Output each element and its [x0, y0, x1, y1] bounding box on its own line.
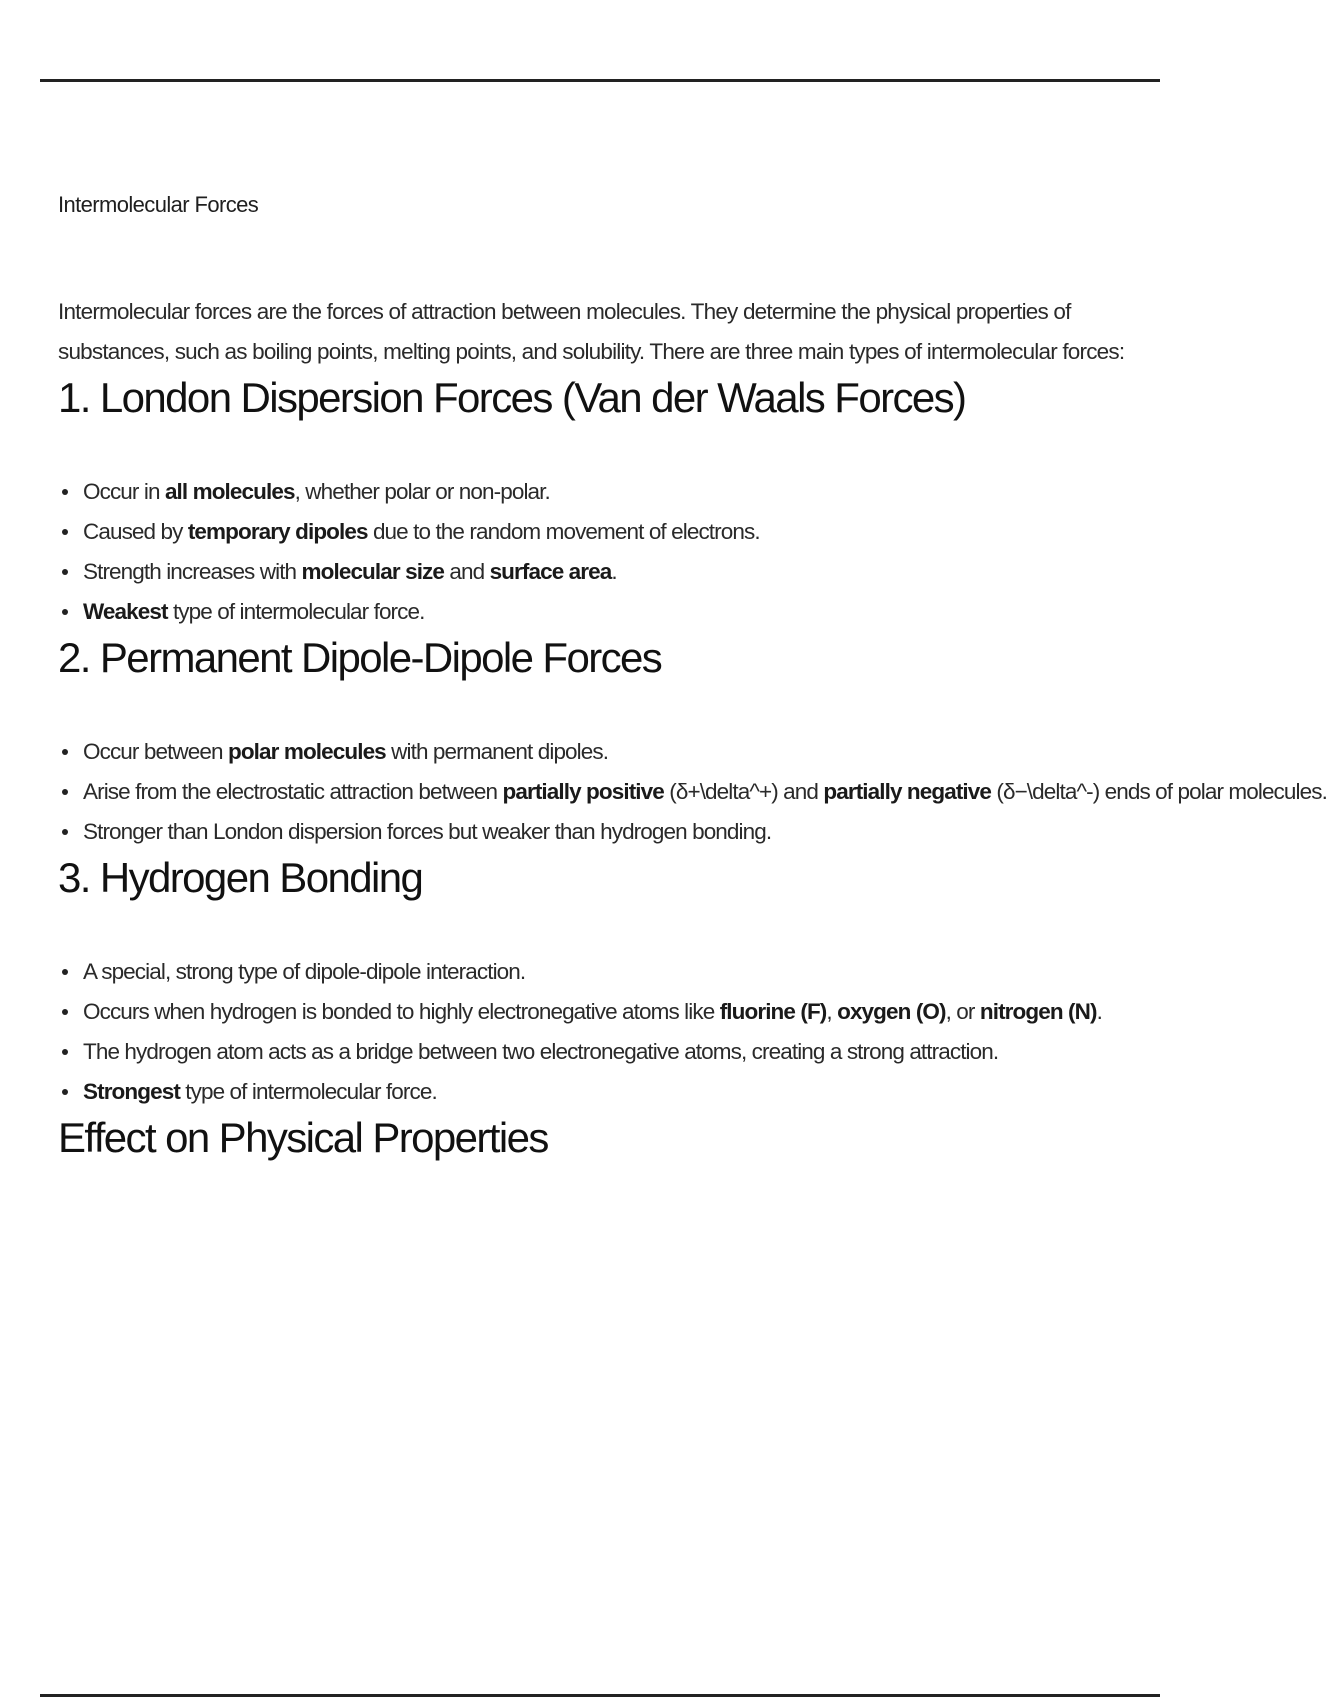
- text-run: Caused by: [83, 519, 188, 544]
- text-run: type of intermolecular force.: [167, 599, 425, 624]
- bold-text: nitrogen (N): [979, 999, 1097, 1024]
- section-heading: 1. London Dispersion Forces (Van der Waals Forces): [58, 374, 966, 421]
- text-run: due to the random movement of electrons.: [367, 519, 760, 544]
- document-body: [58, 190, 1327, 1164]
- text-run: (δ+\delta^+) and: [663, 779, 824, 804]
- bullet-item: [58, 1072, 1138, 1112]
- text-run: A special, strong type of dipole-dipole interaction.: [83, 959, 526, 984]
- bold-text: fluorine (F): [719, 999, 827, 1024]
- bold-text: partially negative: [823, 779, 991, 804]
- intro-paragraph: Intermolecular forces are the forces of attraction between molecules. They determine the physical properties of substances, such as boiling points, melting points, and solubility. There are three main types of intermolecular forces:: [58, 299, 1125, 364]
- bold-text: partially positive: [502, 779, 664, 804]
- section-hydrogen-bonding: [58, 852, 1138, 1112]
- section-london-dispersion: [58, 372, 1138, 632]
- text-run: and: [444, 559, 490, 584]
- text-run: (δ−\delta^-) ends of polar molecules.: [991, 779, 1327, 804]
- bold-text: oxygen (O): [837, 999, 946, 1024]
- text-run: .: [1096, 999, 1102, 1024]
- text-run: , or: [945, 999, 980, 1024]
- text-run: Strength increases with: [83, 559, 302, 584]
- bullet-item: [58, 512, 1138, 552]
- text-run: , whether polar or non-polar.: [294, 479, 550, 504]
- bullet-item: [58, 732, 1138, 772]
- text-run: type of intermolecular force.: [179, 1079, 437, 1104]
- bold-text: surface area: [489, 559, 612, 584]
- bullet-item: [58, 1032, 1138, 1072]
- text-run: Stronger than London dispersion forces but weaker than hydrogen bonding.: [83, 819, 772, 844]
- text-run: .: [611, 559, 617, 584]
- text-run: Occurs when hydrogen is bonded to highly electronegative atoms like: [83, 999, 720, 1024]
- bold-text: molecular size: [301, 559, 445, 584]
- bullet-item: [58, 552, 1138, 592]
- text-run: ,: [826, 999, 838, 1024]
- document-title: Intermolecular Forces: [58, 192, 259, 217]
- section-dipole-dipole: [58, 632, 1327, 852]
- section-heading: 2. Permanent Dipole-Dipole Forces: [58, 634, 662, 681]
- bullet-list: [58, 732, 1327, 852]
- text-run: Occur in: [83, 479, 165, 504]
- bullet-item: [58, 992, 1138, 1032]
- bullet-item: [58, 472, 1138, 512]
- bullet-item: [58, 772, 1327, 812]
- bold-text: all molecules: [164, 479, 295, 504]
- bold-text: polar molecules: [227, 739, 386, 764]
- section-heading: 3. Hydrogen Bonding: [58, 854, 423, 901]
- bullet-item: [58, 592, 1138, 632]
- bold-text: Strongest: [83, 1079, 180, 1104]
- bottom-divider: [40, 1694, 1160, 1697]
- text-run: The hydrogen atom acts as a bridge between two electronegative atoms, creating a strong attraction.: [83, 1039, 999, 1064]
- bullet-list: [58, 952, 1138, 1112]
- bullet-list: [58, 472, 1138, 632]
- text-run: Occur between: [83, 739, 228, 764]
- bold-text: Weakest: [83, 599, 168, 624]
- top-divider: [40, 79, 1160, 82]
- bullet-item: [58, 952, 1138, 992]
- effect-heading: Effect on Physical Properties: [58, 1114, 548, 1161]
- bullet-item: [58, 812, 1138, 852]
- bold-text: temporary dipoles: [187, 519, 368, 544]
- text-run: Arise from the electrostatic attraction between: [83, 779, 503, 804]
- text-run: with permanent dipoles.: [385, 739, 609, 764]
